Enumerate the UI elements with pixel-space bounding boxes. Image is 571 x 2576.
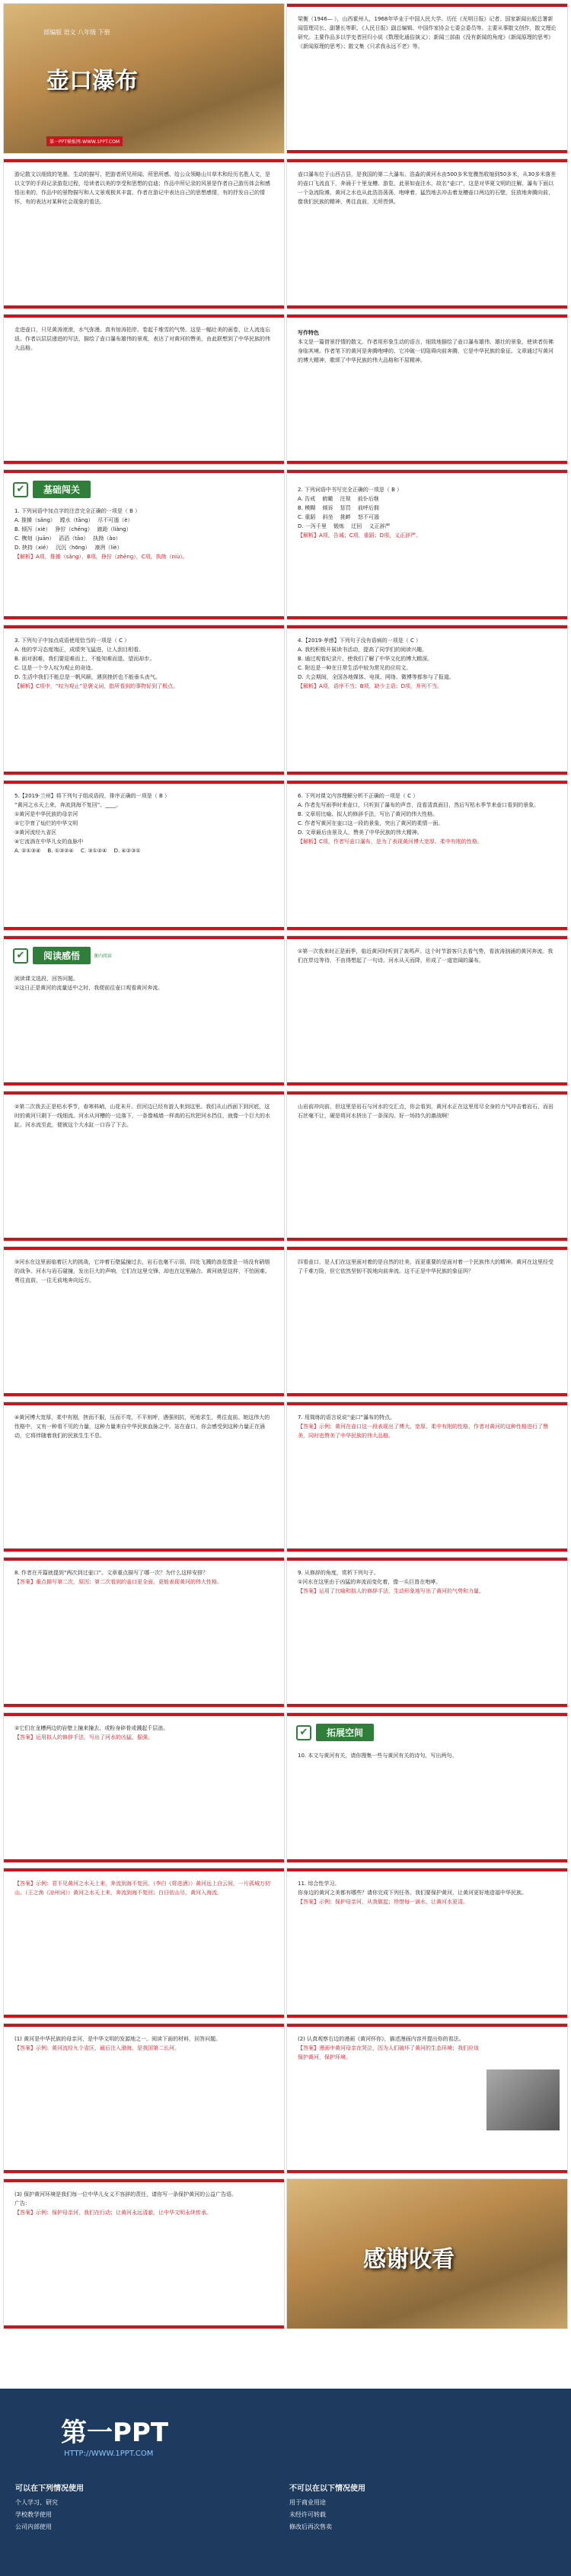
- q7-text: 7. 用简练的语言说说“壶口”瀑布的特点。: [298, 1414, 396, 1421]
- q2-text: 2. 下列词语中书写完全正确的一项是（ B ） A. 告戒 俯瞰 注视 前仆后继 B. 模糊 倾诉 惩罚 前呼后拥 C. 重蹈 斜坐 挑衅 怒不可遏 D. 一泻千里 锻炼 迂回 义正辞严: [298, 487, 403, 529]
- footer-col1: 可以在下列情况使用: [15, 2485, 84, 2493]
- q7-slide: [286, 1401, 568, 1552]
- passage5-slide: [286, 1246, 568, 1397]
- summary-slide: [3, 314, 285, 465]
- q11a-answer: 【答案】示例：黄河流经九个省区，最后注入渤海，是我国第二长河。: [14, 2045, 180, 2051]
- cartoon-image: [486, 2069, 560, 2130]
- reading-slide: [3, 935, 285, 1086]
- passage2-slide: [3, 1091, 285, 1242]
- author-slide: [286, 3, 568, 154]
- basic-slide: [3, 469, 285, 620]
- thanks-slide: [286, 2178, 568, 2329]
- passage4-slide: [3, 1246, 285, 1397]
- q11b-slide: [286, 2023, 568, 2174]
- q9b-slide: [3, 1712, 285, 1863]
- q4-slide: [286, 625, 568, 775]
- passage3-text: 山岩前冲向前，但这里是岩石与河水的交汇点，你会看到，黄河水正在这里用尽全身的力气冲击着岩石，而岩石丝毫不让，硬是将河水挤出了一条深沟。好一场持久的激战啊！: [298, 1104, 553, 1119]
- section-extend: 拓展空间: [316, 1724, 374, 1741]
- q10-text: 10. 本文与黄河有关，请你搜集一些与黄河有关的诗句，写出两句。: [298, 1753, 458, 1759]
- q11c-slide: [3, 2178, 285, 2329]
- q2-slide: [286, 469, 568, 620]
- section-reading: 阅读感悟: [33, 947, 91, 964]
- passage3-slide: [286, 1091, 568, 1242]
- passage4-text: ③河水在这里面临着巨大的挑战，它冲着石壁猛撞过去，岩石也毫不示弱，四处飞溅的浪花像是一场没有硝烟的战争。河水与岩石碰撞，发出巨大的声响，它们在这里交锋，却也在这里融合。黄河就是这样，不怕困难、勇往直前，一往无前地奔向远方。: [14, 1259, 270, 1283]
- check-icon: ✔: [13, 482, 28, 497]
- extend-slide: [286, 1712, 568, 1863]
- q1-answer: 【解析】A项，推搡（sǎng），B项，狰狞（zhēng），C项，执拗（niù）。: [14, 554, 188, 560]
- intro-text: 壶口瀑布位于山西吉县，是我国的第二大瀑布。浩淼的黄河水由500多米宽骤然收缩到50多米，从30多米落差的壶口飞流直下，奔涌于十里龙槽。游览，此景如壶注水，故名“壶口”，这是对华夏文明的注解。瀑布下面以一个急流险滩，黄河之水也从此浩浩荡荡，咆哮着，猛烈地去冲击着龙槽壶口两边的石壁，狂放地奔腾向前，像我们民族的精神，勇往直前，无所畏惧。: [298, 171, 557, 205]
- thanks-title: 感谢收看: [363, 2246, 455, 2273]
- q9-answer: 【答案】运用了比喻和拟人的修辞手法，生动形象地写出了黄河的气势和力量。: [298, 1588, 484, 1594]
- footer-col2: 不可以在以下情况使用: [289, 2485, 365, 2493]
- q10-answer: 【答案】示例：君不见黄河之水天上来，奔流到海不复回。（李白《将进酒》）黄河远上白云间，一片孤城万仞山。（王之涣《凉州词》）黄河之水天上来，奔流到海不复回；白日依山尽，黄河入海流。: [14, 1881, 270, 1896]
- footer-item: 修改后再次售卖: [289, 2523, 332, 2530]
- q11-slide: [286, 1868, 568, 2018]
- q1-text: 1. 下列词语中加点字的注音完全正确的一项是（ B ） A. 推搡（sǎng） 蹚水（tāng） 尽不可遏（è） B. 倾泻（xiè） 狰狞（chēng） 踉跄（liàng） C. 镌刻（juān） 滔滔（tāo） 执拗（ǎo） D. 挟持（xié） 沉沉（hōng） 凛冽（liè）: [14, 508, 141, 551]
- q11b-text: (2) 认真观察右边的漫画《黄河怀你》，描述漫画内容并提出你的看法。: [298, 2036, 464, 2042]
- footer-item: 个人学习、研究: [15, 2499, 58, 2506]
- q8-answer: 【答案】重点描写第二次，原因：第二次看到的壶口更全面，更能表现黄河的伟大性格。: [14, 1579, 222, 1585]
- passage6-slide: [3, 1401, 285, 1552]
- q6-text: 6. 下列对课文内容理解分析不正确的一项是（ C ） A. 作者先写雨季时来壶口，只听到了瀑布的声音，没看清真面目，然后写枯水季节来壶口看到的景象。 B. 文章用比喻、拟人的修辞手法，写出了黄河的伟大性格。 C. 作者写黄河在壶口这一段的景象，突出了黄河的柔情一面。 D. 文章最后由景及人，赞美了中华民族的伟大精神。: [298, 793, 540, 836]
- passage1-text: ①第一次我来时正是雨季，临近黄河时听到了轰鸣声。这个时节游客只去看气势，看波涛汹涌的黄河奔流。我们在岸边等待，不由得想起了一句诗。河水从天而降，形成了一道宽阔的瀑布。: [298, 948, 553, 964]
- footer-item: 用于商业用途: [289, 2499, 326, 2506]
- q9-text: 9. 从修辞的角度，赏析下列句子。 ①河水在这里由于凶猛的奔流而变化着，像一头巨兽在咆哮。: [298, 1570, 442, 1585]
- author-text: 梁衡（1946— ），山西霍州人，1968年毕业于中国人民大学。历任《光明日报》记者、国家新闻出版总署新闻管理司长、副署长等职、《人民日报》副总编辑、中国作家协会七委会委员等。主要从事散文创作，散文理论研究。主要作品多以学史者回归小说《数理化通俗演义》；新闻三部曲《没有新闻的角度》《新闻原理的思考》《新闻原理的思考》；散文集《只求我永远不老》等。: [298, 16, 557, 50]
- cover-publisher: 部编版 语文 八年级 下册: [43, 29, 110, 36]
- summary-text: 走进壶口，只见黄涛滚滚，水气弥漫。真有惊涛拍岸、卷起千堆雪的气势。这是一幅壮美的画卷，让人流连忘返。作者以层层递进的写法，描绘了壶口瀑布雄伟的景观，表达了对黄河的赞美，由此联想到了中华民族的伟大品格。: [14, 327, 270, 351]
- q6-answer: 【解析】C项，作者写壶口瀑布，是为了表现黄河博大宽厚、柔中有刚的性格。: [298, 839, 483, 845]
- feature-slide: [286, 314, 568, 465]
- q11a-text: (1) 黄河是中华民族的母亲河，是中华文明的发源地之一。阅读下面的材料，回答问题。: [14, 2036, 222, 2042]
- q5-text: 5.【2019·兰州】将下列句子组成语段，排序正确的一项是（ B ） “黄河之水天上来，奔流到海不复回”。____。 ①黄河是中华民族的母亲河 ②它孕育了灿烂的中华文明 ③黄河流经九省区 ④它流淌在中华儿女的血脉中 A. ②①③④ B. ①③②④ C. ③①②④ D. ④②③①: [14, 793, 170, 854]
- q7-answer: 【答案】示例：黄河在壶口这一段表现出了博大、宽厚、柔中有刚的性格，作者对黄河的这种性格进行了赞美，同时也赞美了中华民族的伟大品格。: [298, 1424, 548, 1439]
- passage1-slide: [286, 935, 568, 1086]
- cover-site: 第一PPT模板网-WWW.1PPT.COM: [46, 136, 123, 146]
- cover-title: 壶口瀑布: [46, 68, 138, 94]
- q9-slide: [286, 1557, 568, 1708]
- footer-item: 学校教学使用: [15, 2511, 52, 2518]
- check-icon: ✔: [13, 948, 28, 964]
- q9b-answer: 【答案】运用拟人的修辞手法，写出了河水的凶猛、倔强。: [14, 1734, 153, 1740]
- q4-answer: 【解析】A项，语序不当；B项，缺少主语；D项，并列不当。: [298, 683, 442, 689]
- q3-slide: [3, 625, 285, 775]
- section-reading-sub: 课内阅读: [94, 954, 113, 959]
- genre-slide: [3, 158, 285, 309]
- q11-text: 11. 综合性学习。 你身边的黄河之美都有哪些？请你完成下列任务。我们要保护黄河，让黄河更好地造福中华民族。: [298, 1881, 527, 1896]
- q8-text: 8. 作者在开篇就提到“两次到过壶口”。文章重点描写了哪一次？为什么这样安排？: [14, 1570, 209, 1576]
- q9b-text: ②它们在龙槽两边的岩壁上撞来撞去，或粉身碎骨或溅起千层浪。: [14, 1725, 169, 1731]
- q11c-text: (3) 保护黄河环境是我们每一位中华儿女义不容辞的责任，请你写一条保护黄河的公益广告语。 广告：: [14, 2191, 238, 2207]
- passage6-text: ④黄河博大宽厚，柔中有刚，挟而不服，压而不弯，不平则呼，遇强则抗，死地求生，勇往直前。她这伟大的性格中，又有一种看不见的力量，这种力量来自中华民族血脉之中。站在壶口，你会感受到这种力量正在涌动，它将伴随着我们的民族生生不息。: [14, 1414, 270, 1439]
- footer: [0, 2389, 571, 2576]
- q4-text: 4.【2019·孝感】下列句子没有语病的一项是（ C ） A. 我校积极开展读书活动，提高了同学们的阅读兴趣。 B. 通过观看纪录片，使我们了解了中华文化的博大精深。 C. 附近是一种在日常生活中较为常见的应用文。 D. 大会期间，全国各地媒体、电视、网络、微博等都参与了报道。: [298, 638, 455, 680]
- genre-text: 游记散文以细致的笔墨、生动的描写、把游者所见所闻、所思所感、给公众领略山川草木和经历名胜人文，是以文学的手段记录游览过程，给读者以美的享受和思想的启迪；作品中所记录的风景是作者自己游历体会和感悟出来的，作品中的景物描写和人文景观极其丰富。作者在游记中表达自己的思想感情，有的抒发自己的情怀，有的表达对某种社会现象的看法。: [14, 171, 270, 205]
- q3-answer: 【解析】C项中，“叹为观止”是褒义词，指所看到的事物好到了极点。: [14, 683, 179, 689]
- q5-slide: [3, 780, 285, 931]
- q6-slide: [286, 780, 568, 931]
- cover-slide: [3, 3, 285, 154]
- footer-brand: 第一PPT: [61, 2418, 169, 2448]
- feature-text: 本文是一篇借景抒情的散文。作者用形象生动的语言，细致地描绘了壶口瀑布雄伟、雄壮的景象，使读者仿佛身临其境。作者笔下的黄河是奔腾咆哮的、它冲破一切阻碍向前奔腾，它是中华民族的象征。文章通过写黄河的博大精神，歌颂了中华民族的伟大品格和不屈精神。: [298, 339, 553, 363]
- q10-answer-slide: [3, 1868, 285, 2018]
- passage2-text: ②第二次我去正是枯水季节，春寒料峭，山花未开。但河边已经有游人来到这里。我们从山西面下到河底，这时的黄河只剩下一线细流。河水从河槽的一边落下，一条像城墙一样高的石坎把河水挡住，就像一个巨大的水缸。河水流至此，便被这个大水缸一口吞了下去。: [14, 1104, 270, 1128]
- q11a-slide: [3, 2023, 285, 2174]
- q8-slide: [3, 1557, 285, 1708]
- feature-title: 写作特色: [298, 330, 319, 336]
- footer-item: 未经许可转载: [289, 2511, 326, 2518]
- section-basic: 基础闯关: [33, 481, 91, 498]
- q11b-answer: 【答案】漫画中黄河母亲在哭泣，因为人们破坏了黄河的生态环境；我们应该保护黄河，保护环境。: [298, 2045, 479, 2060]
- intro-slide: [286, 158, 568, 309]
- check-icon: ✔: [296, 1725, 311, 1740]
- reading-text: 阅读课文选段，回答问题。 ①这日正是黄河的流量适中之时，我便前往壶口观看黄河奔流。: [14, 976, 164, 991]
- q3-text: 3. 下列句子中加点成语使用恰当的一项是（ C ） A. 他的学习态度端正，成绩突飞猛进，让人刮目相看。 B. 面对困难，我们要迎难而上，不能知难而退、望而却步。 C. 这是一个令人叹为观止的奇迹。 D. 生活中我们不能总是一帆风顺，遇到挫折也不能垂头丧气。: [14, 638, 161, 680]
- passage5-text: 四看壶口，是人们在这里面对着的是自然的壮美，而更重要的是面对着一个民族伟大的精神。黄河在这里经受了千难万险，但它依然坚韧不拔地向前奔流。这不正是中华民族的象征吗？: [298, 1259, 553, 1274]
- q11c-answer: 【答案】示例：保护母亲河，我们在行动；让黄河永远清澈，让中华文明永续传承。: [14, 2210, 212, 2216]
- footer-url[interactable]: HTTP://WWW.1PPT.COM: [64, 2450, 154, 2458]
- q11-answer: 【答案】示例：保护母亲河，从我做起；珍惜每一滴水，让黄河水更清。: [298, 1899, 468, 1905]
- q2-answer: 【解析】A项，告诫；C项，重蹈；D项，义正辞严。: [298, 532, 422, 539]
- footer-item: 公司内部使用: [15, 2523, 52, 2530]
